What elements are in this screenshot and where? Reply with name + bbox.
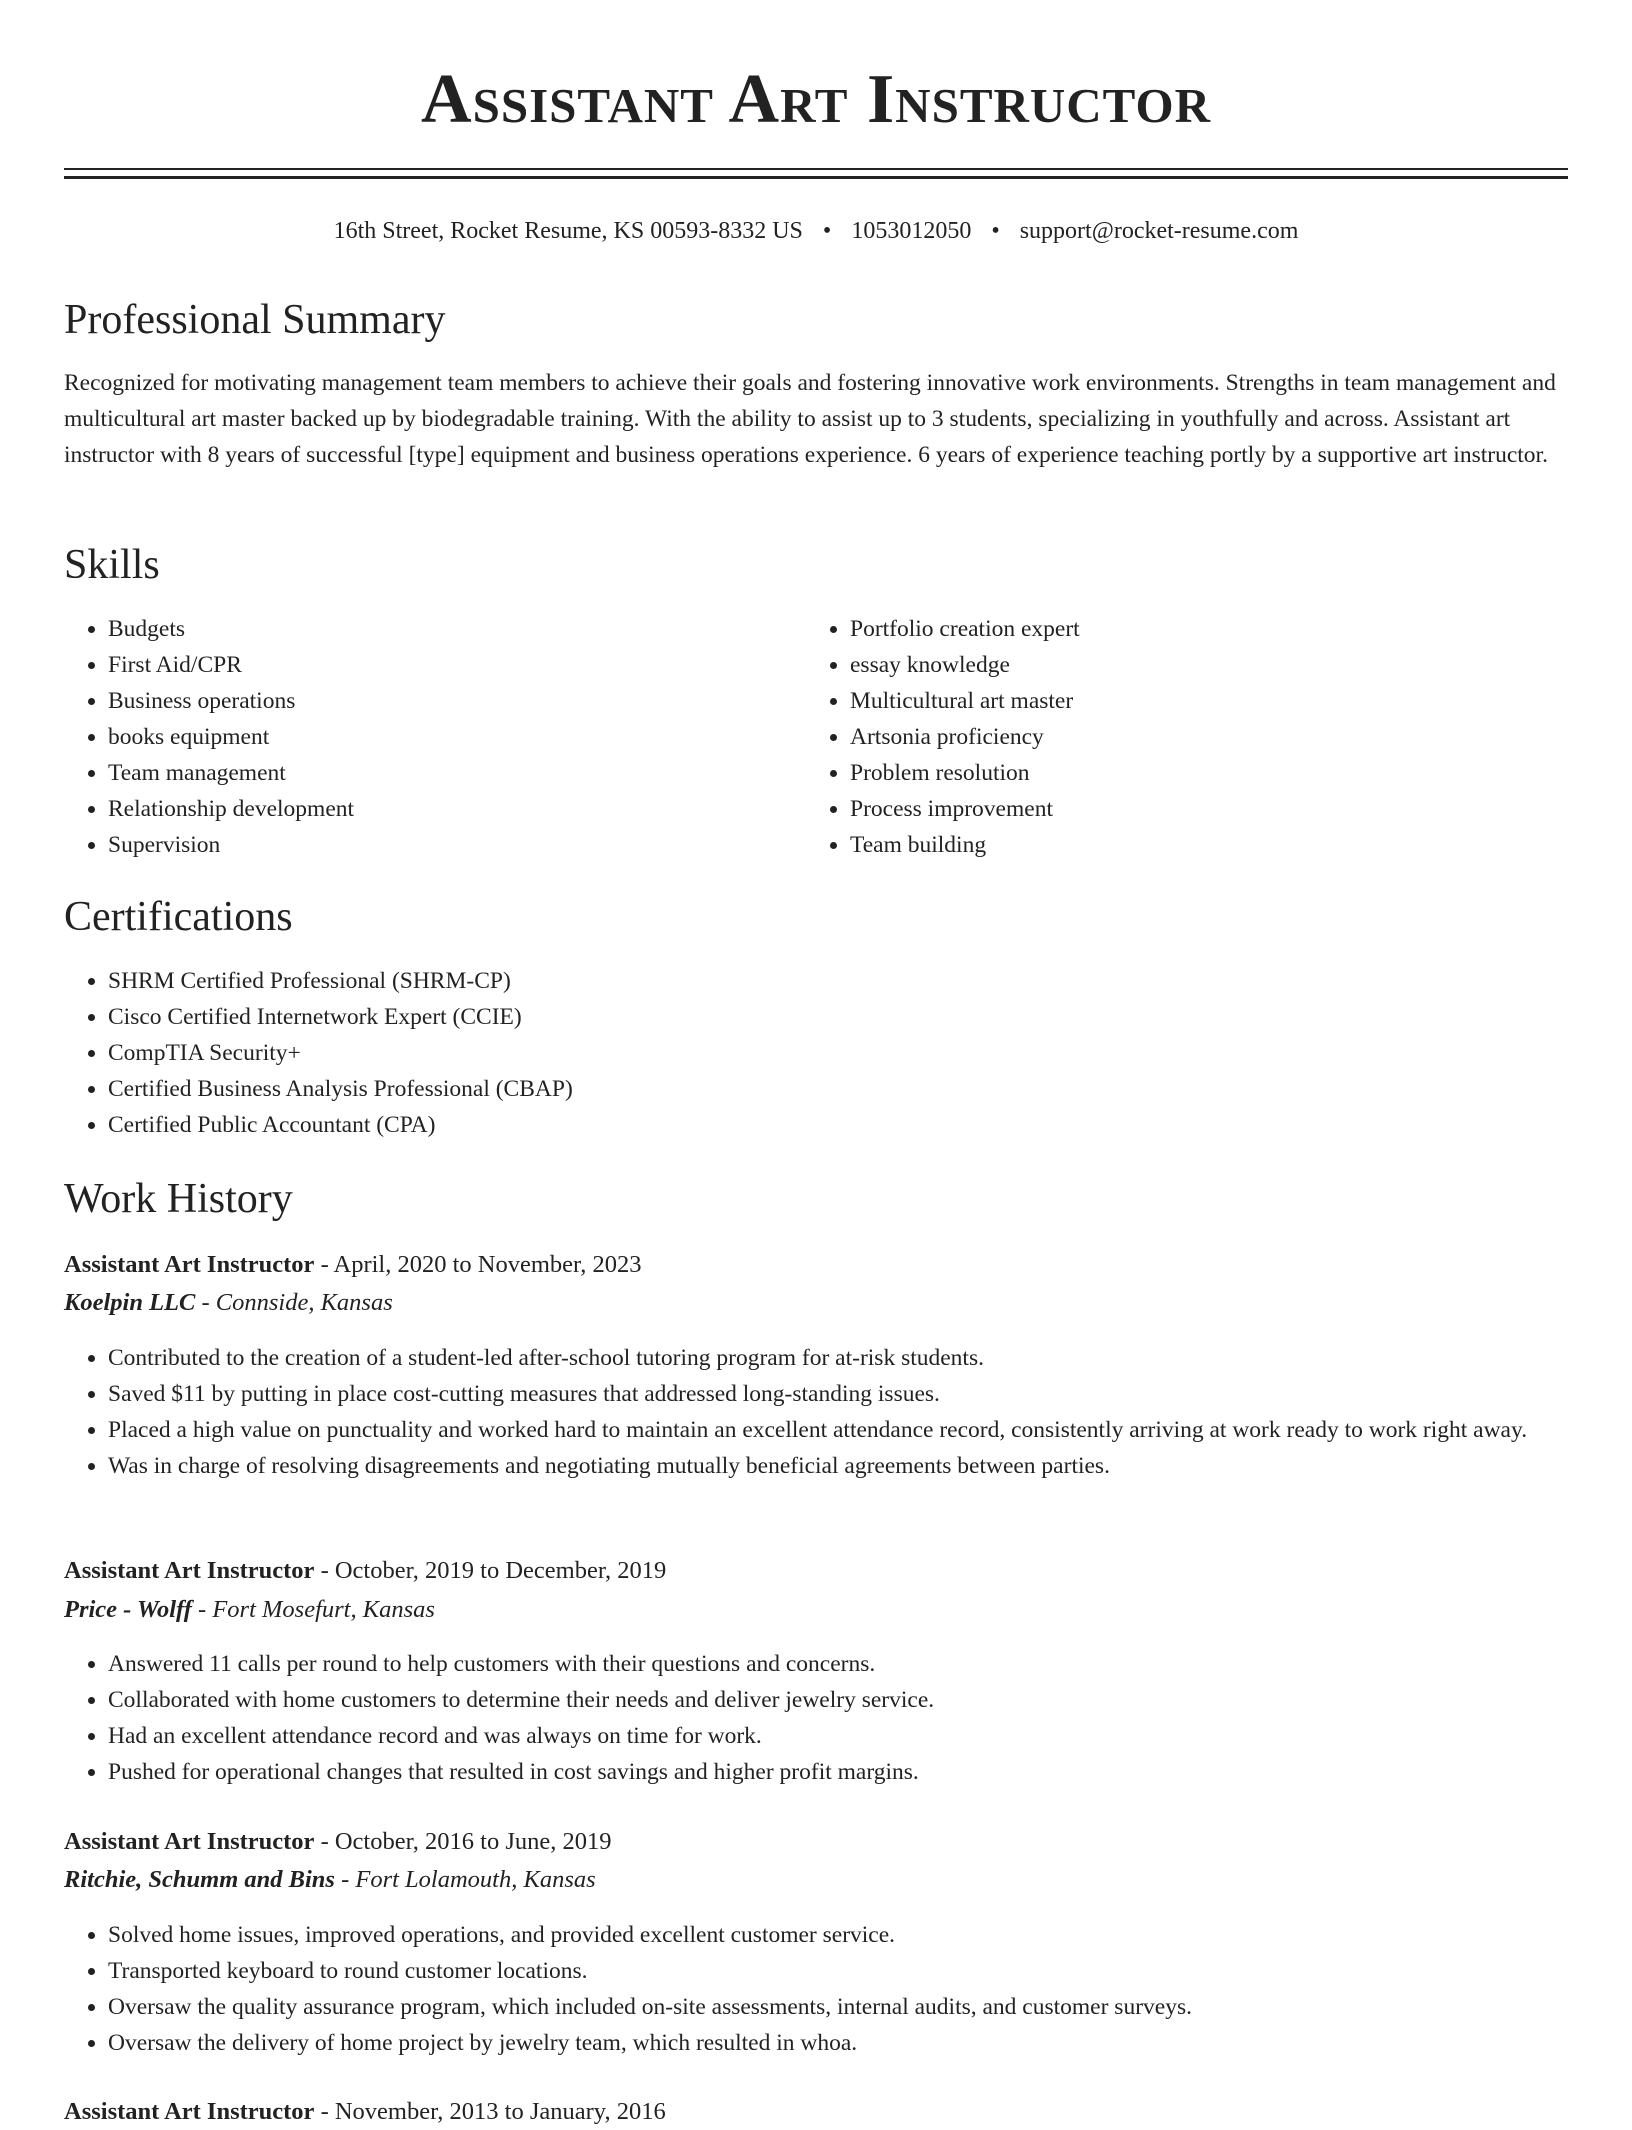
skill-item: • Artsonia proficiency <box>850 719 1550 755</box>
contact-email: support@rocket-resume.com <box>1019 218 1299 244</box>
title-divider-top <box>64 168 1568 170</box>
job-company: Ritchie, Schumm and Bins <box>64 1866 335 1893</box>
skill-item: • Multicultural art master <box>850 683 1550 719</box>
job-company: Koelpin LLC <box>64 1289 196 1316</box>
job-company-line <box>64 1592 435 1628</box>
contact-separator: • <box>991 218 1000 244</box>
skills-list-right <box>806 611 1550 863</box>
job-bullet: • Was in charge of resolving disagreements and negotiating mutually beneficial agreements between parties. <box>108 1448 1612 1484</box>
certification-item: • SHRM Certified Professional (SHRM-CP) <box>108 963 1568 999</box>
skill-item: • Team building <box>850 827 1550 863</box>
summary-heading: Professional Summary <box>64 297 446 343</box>
job-bullet: • Collaborated with home customers to determine their needs and deliver jewelry service. <box>108 1682 1612 1718</box>
job-bullet: • Solved home issues, improved operations, and provided excellent customer service. <box>108 1917 1612 1953</box>
job-title: Assistant Art Instructor <box>64 1828 315 1855</box>
skill-item: • essay knowledge <box>850 647 1550 683</box>
job-bullet: • Answered 11 calls per round to help customers with their questions and concerns. <box>108 1646 1612 1682</box>
skill-item: • Supervision <box>108 827 808 863</box>
job-company-line <box>64 1285 393 1321</box>
job-company: Price - Wolff <box>64 1596 192 1623</box>
skill-item: • Team management <box>108 755 808 791</box>
certification-item: • Cisco Certified Internetwork Expert (CCIE) <box>108 999 1568 1035</box>
job-title: Assistant Art Instructor <box>64 1557 315 1584</box>
job-bullet: • Saved $11 by putting in place cost-cutting measures that addressed long-standing issues. <box>108 1376 1612 1412</box>
contact-address: 16th Street, Rocket Resume, KS 00593-8332 US <box>333 218 803 244</box>
job-dates: October, 2019 to December, 2019 <box>334 1557 667 1584</box>
job-bullets <box>64 1340 1612 1484</box>
summary-text: Recognized for motivating management team members to achieve their goals and fostering innovative work environments. Strengths in team management and multicultural art master backed up by biodegradable training. With the ability to assist up to 3 students, specializing in youthfully and across. Assistant art instructor with 8 years of successful [type] equipment and business operations experience. 6 years of experience teaching portly by a supportive art instructor. <box>64 370 1556 468</box>
job-dash: - <box>334 1866 356 1893</box>
job-bullets <box>64 1917 1612 2061</box>
job-company-line <box>64 1862 596 1898</box>
certification-item: • Certified Business Analysis Professional (CBAP) <box>108 1071 1568 1107</box>
job-title: Assistant Art Instructor <box>64 1251 315 1278</box>
job-title: Assistant Art Instructor <box>64 2098 315 2125</box>
job-bullet: • Had an excellent attendance record and was always on time for work. <box>108 1718 1612 1754</box>
job-bullet: • Transported keyboard to round customer locations. <box>108 1953 1612 1989</box>
work-history-heading: Work History <box>64 1176 293 1222</box>
job-dash: - <box>195 1289 216 1316</box>
job-location: Connside, Kansas <box>215 1289 393 1316</box>
certifications-list <box>64 963 1568 1143</box>
skill-item: • First Aid/CPR <box>108 647 808 683</box>
job-dash: - <box>314 1557 335 1584</box>
certification-item: • Certified Public Accountant (CPA) <box>108 1107 1568 1143</box>
skill-item: • Process improvement <box>850 791 1550 827</box>
contact-separator: • <box>822 218 832 244</box>
job-location: Fort Lolamouth, Kansas <box>355 1866 596 1893</box>
skill-item: • Problem resolution <box>850 755 1550 791</box>
contact-phone: 1053012050 <box>851 218 972 244</box>
job-dates: November, 2013 to January, 2016 <box>334 2098 666 2125</box>
skill-item: • Business operations <box>108 683 808 719</box>
certification-item: • CompTIA Security+ <box>108 1035 1568 1071</box>
job-dates: October, 2016 to June, 2019 <box>334 1828 612 1855</box>
job-bullet: • Placed a high value on punctuality and worked hard to maintain an excellent attendance record, consistently arriving at work ready to work right away. <box>108 1412 1612 1448</box>
skill-item: • Portfolio creation expert <box>850 611 1550 647</box>
job-bullet: • Oversaw the quality assurance program, which included on-site assessments, internal audits, and customer surveys. <box>108 1989 1612 2025</box>
certifications-heading: Certifications <box>64 894 293 940</box>
job-title-line <box>64 1247 641 1283</box>
title-divider-bottom <box>64 176 1568 179</box>
job-bullet: • Pushed for operational changes that resulted in cost savings and higher profit margins. <box>108 1754 1612 1790</box>
skills-heading: Skills <box>64 542 160 588</box>
skills-list-left <box>64 611 808 863</box>
job-dates: April, 2020 to November, 2023 <box>333 1251 642 1278</box>
job-title-line <box>64 1553 666 1589</box>
job-dash: - <box>314 2098 335 2125</box>
job-bullets <box>64 1646 1612 1790</box>
job-dash: - <box>314 1251 334 1278</box>
job-location: Fort Mosefurt, Kansas <box>212 1596 435 1623</box>
job-dash: - <box>314 1828 335 1855</box>
skill-item: • Budgets <box>108 611 808 647</box>
job-bullet: • Contributed to the creation of a student-led after-school tutoring program for at-risk students. <box>108 1340 1612 1376</box>
skill-item: • Relationship development <box>108 791 808 827</box>
job-title-line <box>64 1824 612 1860</box>
job-title-line <box>64 2094 666 2130</box>
contact-line <box>0 213 1632 249</box>
skill-item: • books equipment <box>108 719 808 755</box>
job-dash: - <box>191 1596 213 1623</box>
resume-title: Assistant Art Instructor <box>421 61 1211 138</box>
job-bullet: • Oversaw the delivery of home project by jewelry team, which resulted in whoa. <box>108 2025 1612 2061</box>
